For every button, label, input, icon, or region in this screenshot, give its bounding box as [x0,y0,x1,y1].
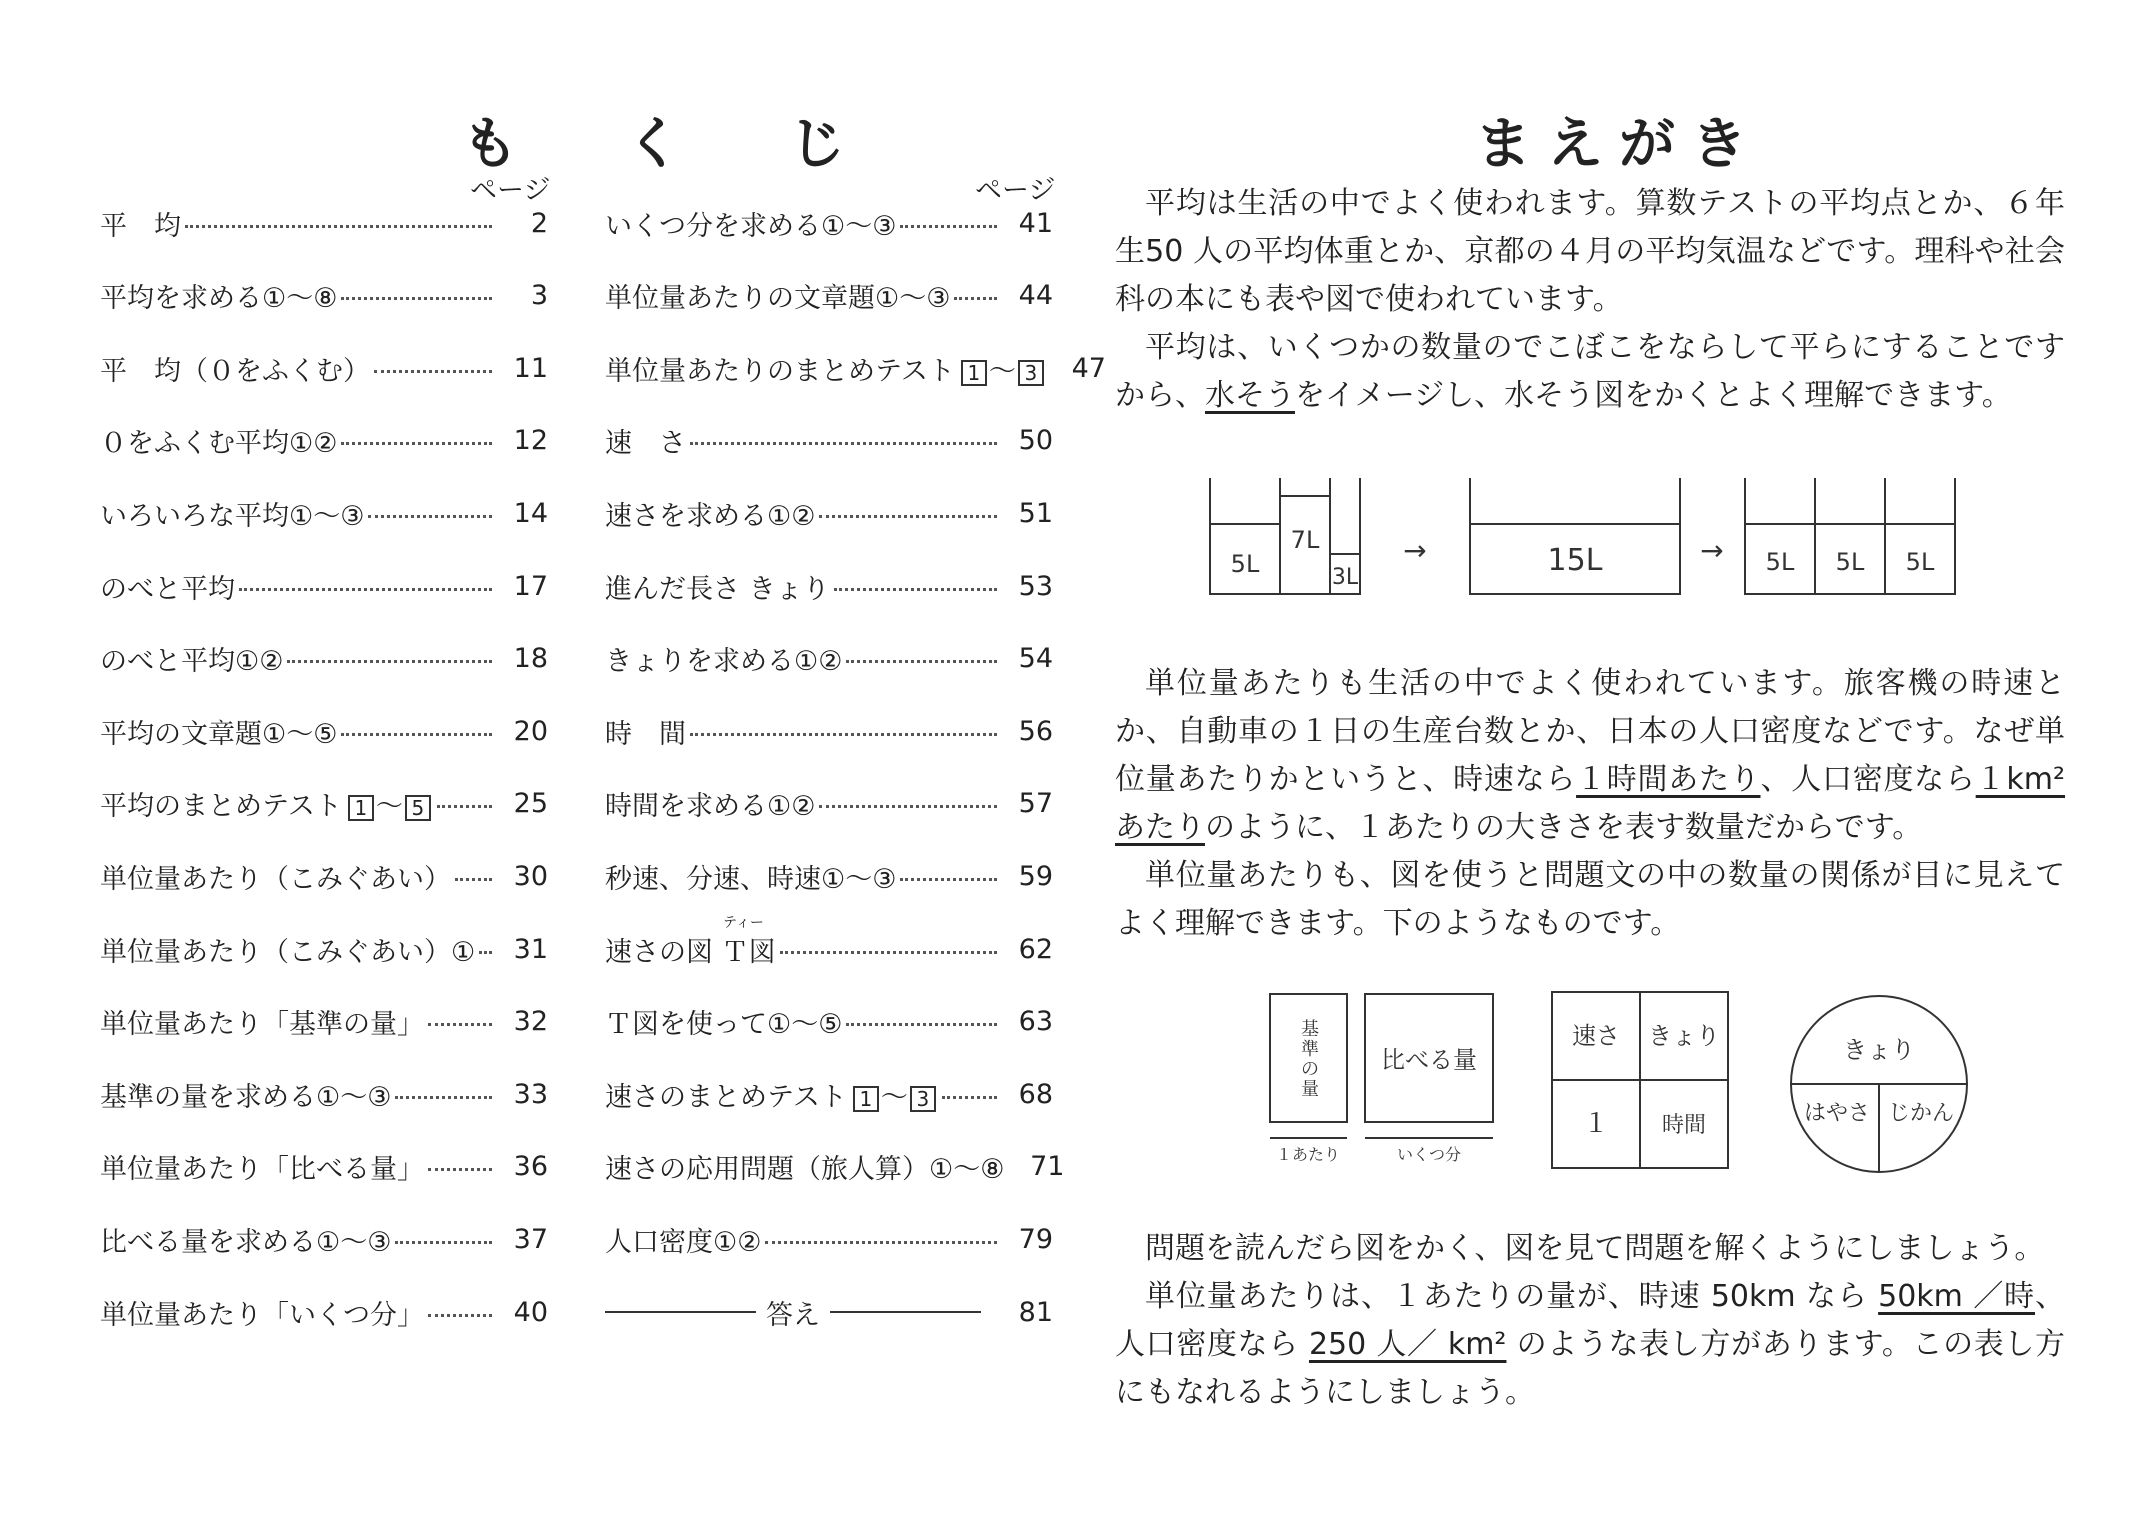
toc-entry-label: 秒速、分速、時速①～③ [605,863,897,895]
toc-entry-label: 進んだ長さ きょり [605,573,830,605]
toc-entry-label: 時間を求める①② [605,791,816,823]
t-cell-time: 時間 [1661,1113,1707,1138]
toc-leader-dots [428,1314,492,1317]
toc-leader-dots [374,370,492,373]
toc-entry-label: 平均を求める①～⑧ [100,283,338,315]
circle-speed: はやさ [1803,1101,1871,1126]
range-end-box: 3 [1018,360,1044,386]
toc-leader-dots [780,951,997,954]
toc-entry[interactable] [605,566,1053,606]
toc-entry-label: 速さの図 Ｔ図 ティー [605,930,776,969]
toc-entry-range: 1 ～ 3 [851,1075,938,1114]
preface-paragraph-2: 平均は、いくつかの数量のでこぼこをならして平らにすることですから、水そうをイメージし、水そう図をかくとよく理解できます。 [1115,330,2065,413]
toc-entry-label: 平 均（０をふくむ） [100,355,370,387]
t-cell-speed: 速さ [1572,1022,1620,1050]
range-end-box: 5 [405,795,431,821]
toc-leader-dots [428,1168,492,1171]
toc-entry[interactable] [100,1147,548,1187]
toc-entry[interactable] [605,1292,1053,1332]
toc-entry-label: 平均のまとめテスト [100,791,342,823]
toc-entry[interactable] [605,1147,1065,1187]
toc-entry[interactable] [605,856,1053,896]
toc-leader-dots [690,733,997,736]
toc-entry-page: 36 [513,1151,548,1183]
toc-entry-label: 単位量あたりの文章題①～③ [605,283,951,315]
toc-entry-page: 40 [513,1296,548,1328]
t-diagram [1550,990,1735,1175]
toc-leader-dots [428,1023,492,1026]
toc-leader-dots [900,225,997,228]
toc-entry-page: 37 [513,1223,548,1255]
arrow-icon: → [1403,534,1427,567]
toc-leader-dots [942,1096,997,1099]
tank-before-2: 7L [1290,526,1320,554]
toc-leader-dots [341,733,492,736]
toc-entry[interactable] [100,348,548,388]
toc-entry-label: 単位量あたり「比べる量」 [100,1154,424,1186]
toc-leader-dots [765,1241,997,1244]
toc-leader-dots [395,1096,492,1099]
toc-entry-page: 17 [513,570,548,602]
toc-entry-label: 単位量あたり「基準の量」 [100,1009,424,1041]
toc-entry-range: 1 ～ 3 [959,349,1046,388]
toc-entry-label: 速さを求める①② [605,500,816,532]
speed-circle-diagram [1785,990,1975,1180]
toc-leader-dots [819,805,997,808]
t-cell-distance: きょり [1648,1022,1720,1050]
toc-entry-label: 平均の文章題①～⑤ [100,718,338,750]
toc-entry[interactable] [605,348,1106,388]
toc-entry[interactable] [605,914,1053,969]
toc-entry-page: 41 [1018,207,1053,239]
circle-distance: きょり [1843,1036,1915,1064]
toc-leader-dots [185,225,492,228]
toc-entry-page: 54 [1018,643,1053,675]
toc-entry-page: 11 [513,352,548,384]
toc-entry-page: 20 [513,715,548,747]
toc-entry-page: 53 [1018,570,1053,602]
toc-entry-page: 51 [1018,497,1053,529]
toc-entry-label: 速さのまとめテスト [605,1081,847,1113]
count-caption: いくつ分 [1396,1145,1462,1164]
range-start-box: 1 [853,1086,879,1112]
toc-entry[interactable] [605,421,1053,461]
toc-entry-label: いろいろな平均①～③ [100,500,365,532]
toc-entry-page: 50 [1018,425,1053,457]
toc-entry-ruby: ティー [723,914,764,931]
toc-entry-page: 31 [513,933,548,965]
toc-entry-page: 79 [1018,1223,1053,1255]
toc-entry-page: 18 [513,643,548,675]
toc-entry[interactable] [100,856,548,896]
toc-entry[interactable] [605,1219,1053,1259]
toc-entry[interactable] [100,1074,548,1114]
toc-entry-label: 速 さ [605,428,686,460]
circle-time: じかん [1887,1101,1955,1126]
arrow-icon: → [1700,534,1724,567]
toc-leader-dots [819,515,997,518]
toc-entry-page: 68 [1018,1078,1053,1110]
toc-entry-label: のべと平均 [100,573,235,605]
tank-total: 15L [1547,543,1603,578]
toc-entry-label: いくつ分を求める①～③ [605,210,897,242]
preface-paragraph-1: 平均は生活の中でよく使われます。算数テストの平均点とか、６年生50 人の平均体重とか、京都の４月の平均気温などです。理科や社会科の本にも表や図で使われています。 [1115,186,2065,317]
toc-entry[interactable] [605,1002,1053,1042]
toc-entry[interactable] [100,203,548,243]
toc-entry-range: 1 ～ 5 [346,784,433,823]
toc-entry-label: 人口密度①② [605,1226,762,1258]
toc-entry-label: 単位量あたり（こみぐあい） [100,863,451,895]
toc-entry[interactable] [100,1002,548,1042]
toc-entry-page: 47 [1071,352,1106,384]
toc-entry-label: 平 均 [100,210,181,242]
base-caption: １あたり [1275,1145,1341,1164]
toc-entry-page: 56 [1018,715,1053,747]
toc-leader-dots [437,805,492,808]
toc-entry-page: 3 [530,280,548,312]
toc-leader-dots [287,660,492,663]
toc-entry-page: 71 [1030,1151,1065,1183]
toc-leader-dots [846,1023,997,1026]
water-tank-diagram [1200,470,1970,600]
toc-entry-page: 32 [513,1006,548,1038]
toc-entry-page: 30 [513,860,548,892]
range-end-box: 3 [910,1086,936,1112]
toc-entry-label: Ｔ図を使って①～⑤ [605,1009,843,1041]
toc-leader-dots [239,588,492,591]
toc-entry[interactable] [100,1292,548,1332]
toc-entry[interactable] [100,929,548,969]
tank-after-3: 5L [1905,548,1935,576]
toc-leader-dots [455,878,492,881]
toc-leader-dots [341,297,492,300]
toc-entry[interactable] [605,784,1053,824]
toc-leader-dots [395,1241,492,1244]
toc-entry-label: 単位量あたり（こみぐあい）① [100,936,476,968]
preface-paragraph-5: 問題を読んだら図をかく、図を見て問題を解くようにしましょう。 [1145,1231,2045,1266]
compare-amount-box: 比べる量 [1381,1046,1477,1074]
toc-entry-label: ０をふくむ平均①② [100,428,338,460]
toc-entry[interactable] [100,639,548,679]
toc-entry-label: 比べる量を求める①～③ [100,1226,392,1258]
toc-entry-label: 速さの応用問題（旅人算）①～⑧ [605,1154,1005,1186]
toc-entry-label: 単位量あたり「いくつ分」 [100,1299,424,1331]
t-cell-one: １ [1582,1109,1610,1139]
toc-entry[interactable] [605,1074,1053,1114]
tank-after-2: 5L [1835,548,1865,576]
toc-entry-page: 81 [1018,1296,1053,1328]
toc-left-page-header: ページ [470,175,551,206]
toc-entry-page: 33 [513,1078,548,1110]
toc-entry-page: 44 [1018,280,1053,312]
toc-entry[interactable] [100,421,548,461]
toc-entry-page: 12 [513,425,548,457]
toc-leader-dots [834,588,997,591]
preface-title: まえがき [1475,112,1763,177]
tank-before-3: 3L [1331,565,1359,590]
toc-entry-page: 59 [1018,860,1053,892]
toc-leader-dots [846,660,997,663]
toc-entry[interactable] [605,276,1053,316]
toc-title: も く じ [462,112,889,177]
toc-entry[interactable] [605,203,1053,243]
toc-entry[interactable] [605,493,1053,533]
toc-entry-label: 単位量あたりのまとめテスト [605,355,955,387]
toc-entry-label: のべと平均①② [100,646,284,678]
preface-paragraph-3: 単位量あたりも生活の中でよく使われています。旅客機の時速とか、自動車の１日の生産台数とか、日本の人口密度などです。なぜ単位量あたりかというと、時速なら１時間あたり、人口密度なら１km² あたりのように、１あたりの大きさを表す数量だからです。 [1115,666,2066,845]
toc-leader-dots [479,951,492,954]
toc-entry[interactable] [100,1219,548,1259]
tank-after-1: 5L [1765,548,1795,576]
toc-entry[interactable] [100,711,548,751]
range-start-box: 1 [348,795,374,821]
toc-entry-label: 時 間 [605,718,686,750]
toc-leader-dots [954,297,997,300]
preface-paragraph-4: 単位量あたりも、図を使うと問題文の中の数量の関係が目に見えてよく理解できます。下のようなものです。 [1115,858,2065,941]
toc-entry-page: 57 [1018,788,1053,820]
toc-entry[interactable] [100,784,548,824]
toc-entry[interactable] [100,566,548,606]
toc-entry-page: 14 [513,497,548,529]
toc-leader-dots [690,442,997,445]
toc-leader-dots [341,442,492,445]
base-amount-box: 基準の量 [1301,1019,1319,1100]
toc-entry-page: 25 [513,788,548,820]
toc-leader-dots [368,515,492,518]
toc-right-page-header: ページ [975,175,1056,206]
toc-entry[interactable] [100,493,548,533]
range-start-box: 1 [961,360,987,386]
tank-before-1: 5L [1230,550,1260,578]
toc-entry-label: 基準の量を求める①～③ [100,1081,392,1113]
toc-entry-label: 答え [766,1299,820,1331]
preface-paragraph-6: 単位量あたりは、１あたりの量が、時速 50km なら 50km ／時、人口密度なら 250 人／ km² のような表し方があります。この表し方にもなれるようにしましょう。 [1115,1279,2065,1410]
toc-entry-page: 62 [1018,933,1053,965]
toc-entry[interactable] [100,276,548,316]
toc-entry-label: きょりを求める①② [605,646,843,678]
toc-entry-page: 2 [530,207,548,239]
toc-leader-dots [900,878,997,881]
toc-entry[interactable] [605,711,1053,751]
toc-entry[interactable] [605,639,1053,679]
toc-entry-page: 63 [1018,1006,1053,1038]
